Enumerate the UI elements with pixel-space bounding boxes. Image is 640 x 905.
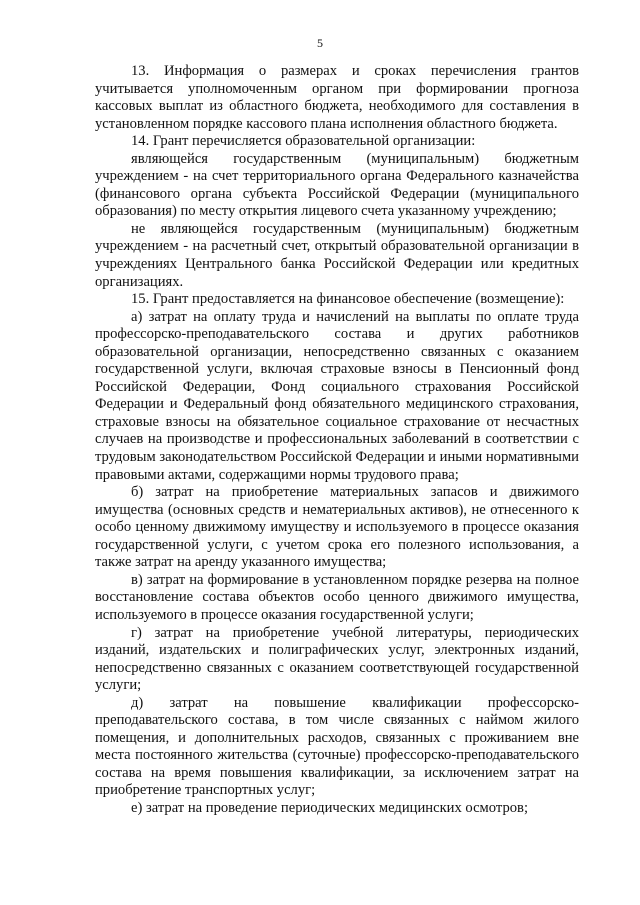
paragraph-15: 15. Грант предоставляется на финансовое обеспечение (возмещение): bbox=[131, 291, 565, 308]
paragraph-15-v: в) затрат на формирование в установленном порядке резерва на полное восстановление состава объектов особо ценного движимого имущества, используемого в процессе оказания государственной услуги; bbox=[95, 571, 579, 623]
paragraph-13: 13. Информация о размерах и сроках перечисления грантов учитывается уполномоченным органом при формировании прогноза кассовых выплат из областного бюджета, необходимого для составления в установленном порядке кассового плана исполнения областного бюджета. bbox=[95, 63, 579, 132]
paragraph-14-budget-institution: являющейся государственным (муниципальным) бюджетным учреждением - на счет территориального органа Федерального казначейства (финансового органа субъекта Российской Федерации (муниципального образования) по месту открытия лицевого счета указанному учреждению; bbox=[95, 150, 579, 220]
paragraph-15-g: г) затрат на приобретение учебной литературы, периодических изданий, издательских и полиграфических услуг, электронных изданий, непосредственно связанных с оказанием соответствующей государственной услуги; bbox=[95, 624, 579, 694]
paragraph-15-b: б) затрат на приобретение материальных запасов и движимого имущества (основных средств и нематериальных активов), не отнесенного к особо ценному движимому имуществу и используемого в процессе оказания государственной услуги, с учетом срока его полезного использования, а также затрат на аренду указанного имущества; bbox=[95, 484, 579, 571]
paragraph-15-e: е) затрат на проведение периодических медицинских осмотров; bbox=[131, 799, 528, 816]
paragraph-15-a: а) затрат на оплату труда и начислений на выплаты по оплате труда профессорско-преподавательского состава и других работников образовательной организации, непосредственно связанных с оказанием государственной услуги, включая страховые взносы в Пенсионный фонд Российской Федерации, Фонд социального страхования Российской Федерации и Федеральный фонд обязательного медицинского страхования, страховые взносы на обязательное социальное страхование от несчастных случаев на производстве и профессиональных заболеваний в соответствии с трудовым законодательством Российской Федерации и иными нормативными правовыми актами, содержащими нормы трудового права; bbox=[95, 308, 579, 483]
paragraph-14-non-budget-institution: не являющейся государственным (муниципальным) бюджетным учреждением - на расчетный счет, открытый образовательной организации в учреждениях Центрального банка Российской Федерации или кредитных организациях. bbox=[95, 220, 579, 290]
page-number: 5 bbox=[317, 36, 323, 50]
paragraph-14: 14. Грант перечисляется образовательной организации: bbox=[131, 133, 476, 150]
document-body bbox=[95, 63, 579, 818]
paragraph-15-d: д) затрат на повышение квалификации профессорско-преподавательского состава, в том числе связанных с наймом жилого помещения, и дополнительных расходов, связанных с проживанием вне места постоянного жительства (суточные) профессорско-преподавательского состава на время повышения квалификации, за исключением затрат на приобретение транспортных услуг; bbox=[95, 694, 579, 799]
